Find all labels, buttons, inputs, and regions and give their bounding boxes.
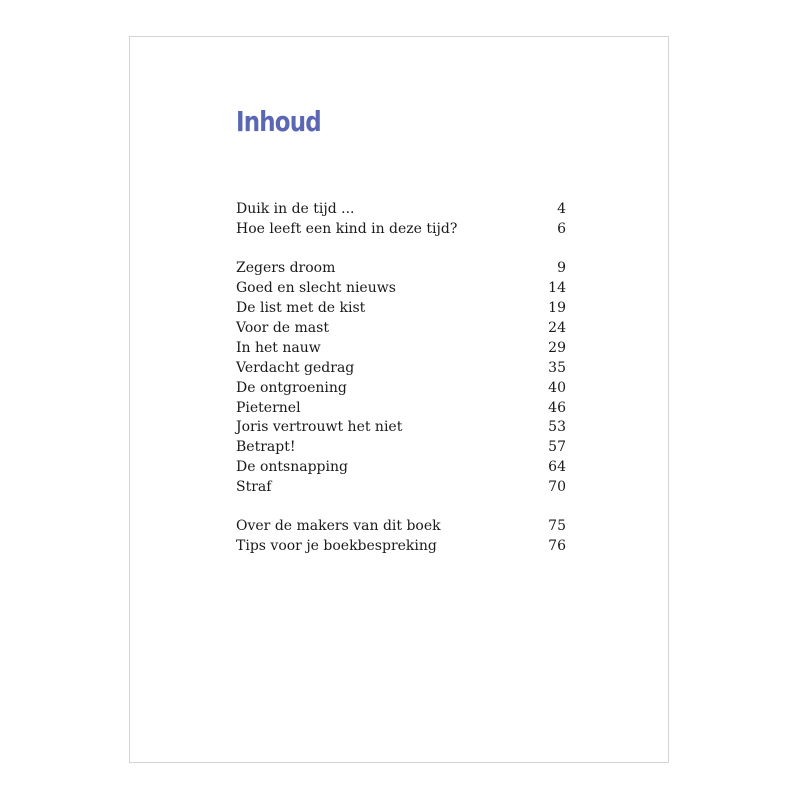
toc-entry-title: De list met de kist xyxy=(236,300,366,317)
toc-entry xyxy=(236,458,566,478)
toc-group-intro xyxy=(236,200,566,240)
page-title: Inhoud xyxy=(236,105,321,138)
toc-entry-title: De ontsnapping xyxy=(236,459,348,476)
table-of-contents xyxy=(236,200,566,577)
toc-entry-page: 64 xyxy=(548,459,566,476)
toc-entry-title: Pieternel xyxy=(236,399,301,416)
toc-entry-title: Voor de mast xyxy=(236,319,329,336)
toc-entry-page: 14 xyxy=(548,280,566,297)
toc-entry-title: Zegers droom xyxy=(236,260,336,277)
toc-entry xyxy=(236,279,566,299)
toc-entry-title: Joris vertrouwt het niet xyxy=(236,419,403,436)
toc-entry xyxy=(236,399,566,419)
toc-group-appendix xyxy=(236,517,566,557)
toc-entry-title: Verdacht gedrag xyxy=(236,359,355,376)
toc-entry-page: 24 xyxy=(548,319,566,336)
toc-entry xyxy=(236,418,566,438)
toc-entry xyxy=(236,259,566,279)
toc-entry-title: Betrapt! xyxy=(236,439,296,456)
toc-entry xyxy=(236,299,566,319)
toc-entry xyxy=(236,438,566,458)
toc-entry-title: De ontgroening xyxy=(236,379,347,396)
toc-entry-page: 35 xyxy=(548,359,566,376)
toc-entry-title: Goed en slecht nieuws xyxy=(236,280,396,297)
toc-entry xyxy=(236,220,566,240)
toc-entry-page: 46 xyxy=(548,399,566,416)
book-page xyxy=(129,36,669,763)
toc-entry xyxy=(236,200,566,220)
toc-entry-page: 76 xyxy=(548,538,566,555)
toc-entry-page: 4 xyxy=(557,201,566,217)
toc-entry-page: 53 xyxy=(548,419,566,436)
toc-entry xyxy=(236,537,566,557)
toc-entry-page: 70 xyxy=(548,479,566,496)
toc-entry-page: 9 xyxy=(557,260,566,277)
toc-entry-page: 75 xyxy=(548,518,566,535)
toc-entry-page: 6 xyxy=(557,220,566,237)
toc-entry-title: Over de makers van dit boek xyxy=(236,518,441,535)
toc-entry-title: Straf xyxy=(236,479,272,496)
toc-entry-title: Duik in de tijd ... xyxy=(236,201,355,217)
toc-group-chapters xyxy=(236,259,566,498)
toc-entry xyxy=(236,379,566,399)
toc-entry xyxy=(236,339,566,359)
toc-entry-page: 57 xyxy=(548,439,566,456)
toc-entry xyxy=(236,478,566,498)
toc-entry-title: Tips voor je boekbespreking xyxy=(236,538,437,555)
toc-entry xyxy=(236,517,566,537)
toc-entry xyxy=(236,359,566,379)
toc-entry-title: In het nauw xyxy=(236,339,321,356)
toc-entry xyxy=(236,319,566,339)
toc-entry-page: 19 xyxy=(548,300,566,317)
toc-entry-title: Hoe leeft een kind in deze tijd? xyxy=(236,220,458,237)
toc-entry-page: 29 xyxy=(548,339,566,356)
toc-entry-page: 40 xyxy=(548,379,566,396)
